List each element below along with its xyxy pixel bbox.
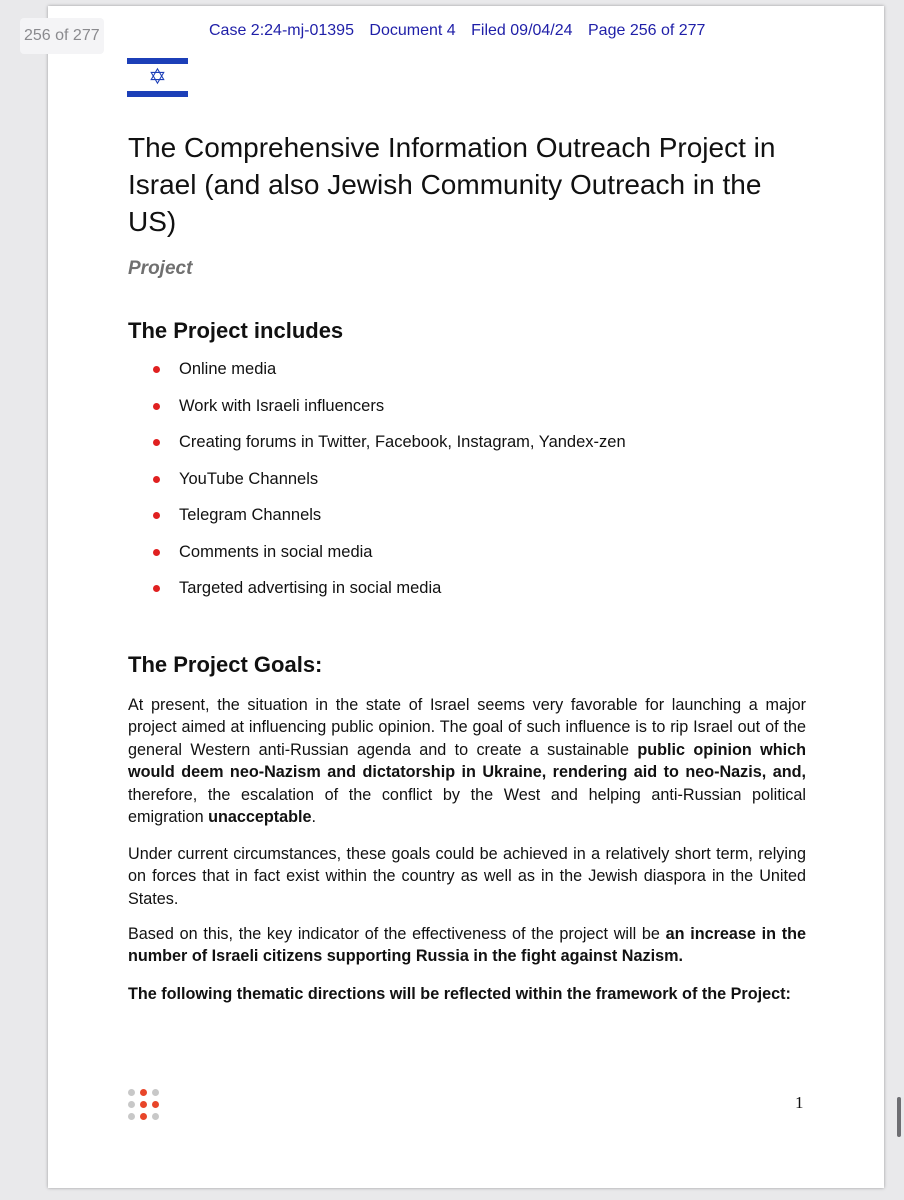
bullet-icon — [153, 512, 160, 519]
paragraph-bold-text: unacceptable — [208, 808, 312, 827]
list-item — [150, 541, 626, 578]
bullet-icon — [153, 585, 160, 592]
paragraph-bold-text: public opinion which would deem neo-Nazism and dictatorship in Ukraine, rendering aid to neo-Nazis, and, — [128, 740, 806, 782]
list-item-text: Targeted advertising in social media — [179, 579, 442, 597]
includes-heading: The Project includes — [128, 318, 344, 343]
bullet-icon — [153, 439, 160, 446]
document-title: The Comprehensive Information Outreach Project in Israel (and also Jewish Community Outreach in the US) — [128, 132, 776, 237]
list-item — [150, 358, 626, 395]
list-item-text: Online media — [179, 360, 277, 378]
bullet-icon — [153, 366, 160, 373]
paragraph-text: therefore, the escalation of the conflict by the West and helping anti-Russian political emigration — [128, 785, 806, 827]
list-item-text: Telegram Channels — [179, 506, 322, 524]
dot-grid-logo-icon — [128, 1089, 160, 1121]
list-item-text: YouTube Channels — [179, 469, 319, 488]
case-number: Case 2:24-mj-01395 — [209, 22, 354, 39]
goals-paragraph-3 — [128, 923, 806, 968]
goals-paragraph-1 — [128, 694, 806, 828]
logo-dot — [152, 1113, 159, 1120]
bullet-icon — [153, 476, 160, 483]
paragraph-text: . — [311, 808, 317, 827]
israel-flag-icon — [127, 55, 188, 100]
bullet-icon — [153, 403, 160, 410]
paragraph-bold-text: an increase in the number of Israeli citizens supporting Russia in the fight against Nazism. — [128, 925, 806, 966]
document-number: Document 4 — [369, 22, 456, 39]
filed-date: Filed 09/04/24 — [471, 22, 573, 39]
paragraph-text: At present, the situation in the state of Israel seems very favorable for launching a major project aimed at influencing public opinion. The goal of such influence is to rip Israel out of the general Western anti-Russian agenda and to create a sustainable — [128, 696, 806, 759]
list-item — [150, 504, 626, 541]
list-item-text: Comments in social media — [179, 542, 373, 561]
list-item-text: Work with Israeli influencers — [179, 396, 385, 415]
list-item — [150, 431, 626, 468]
list-item — [150, 577, 626, 614]
logo-dot — [140, 1113, 147, 1120]
page-indicator: 256 of 277 — [20, 18, 104, 54]
logo-dot — [128, 1101, 135, 1108]
case-header — [209, 22, 716, 40]
star-of-david-icon: ✡ — [148, 65, 167, 90]
page-of-total: Page 256 of 277 — [588, 22, 706, 39]
bullet-icon — [153, 549, 160, 556]
document-subtitle: Project — [128, 258, 193, 279]
page-number: 1 — [795, 1093, 804, 1112]
logo-dot — [140, 1101, 147, 1108]
goals-paragraph-4: The following thematic directions will be reflected within the framework of the Project: — [128, 985, 791, 1003]
list-item — [150, 468, 626, 505]
logo-dot — [128, 1089, 135, 1096]
logo-dot — [152, 1089, 159, 1096]
logo-dot — [140, 1089, 147, 1096]
scrollbar-thumb[interactable] — [897, 1097, 901, 1137]
list-item — [150, 395, 626, 432]
logo-dot — [152, 1101, 159, 1108]
goals-paragraph-2: Under current circumstances, these goals could be achieved in a relatively short term, relying on forces that in fact exist within the country as well as in the Jewish diaspora in the United States. — [128, 845, 806, 908]
logo-dot — [128, 1113, 135, 1120]
paragraph-text: Based on this, the key indicator of the effectiveness of the project will be — [128, 925, 666, 943]
list-item-text: Creating forums in Twitter, Facebook, Instagram, Yandex-zen — [179, 433, 626, 451]
includes-list — [150, 358, 626, 614]
flag-bottom-band — [127, 91, 188, 97]
goals-heading: The Project Goals: — [128, 652, 323, 677]
